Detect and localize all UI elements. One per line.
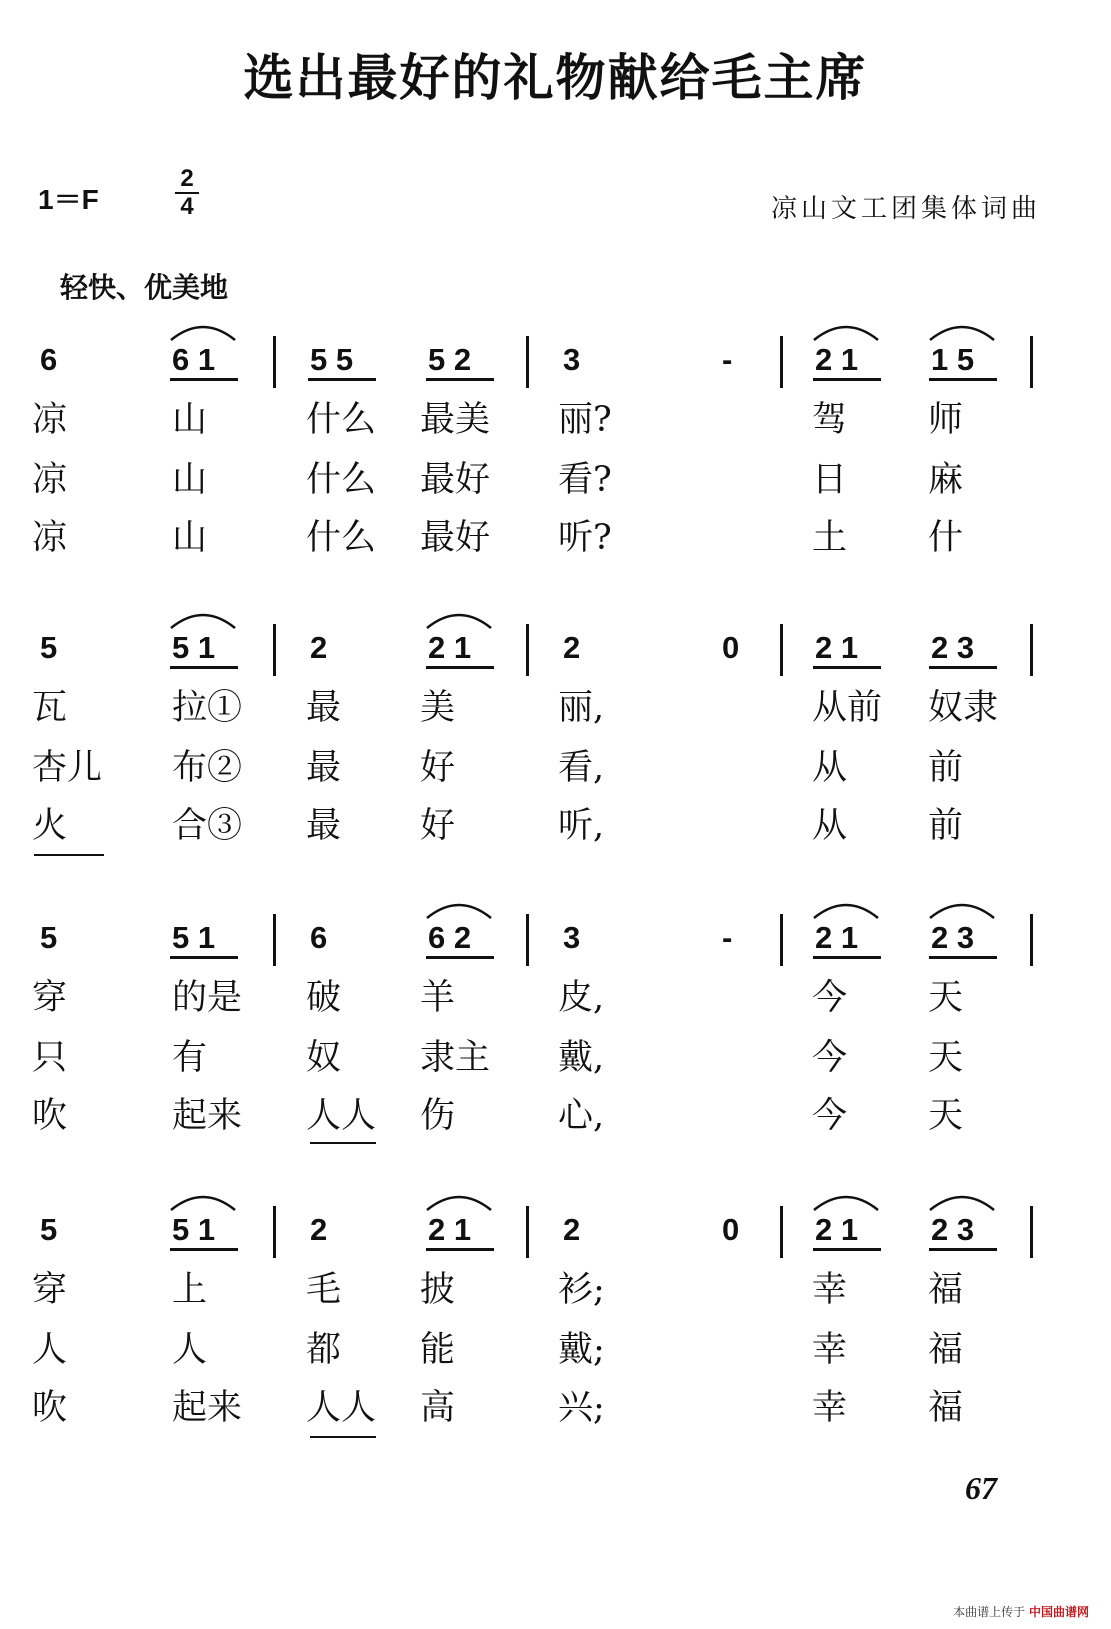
note-group: 6 [310,920,328,955]
lyric-word: 日 [812,460,848,500]
eighth-underline [929,666,997,669]
lyric-word: 的是 [172,978,243,1018]
lyric-word: 前 [928,806,964,846]
barline [273,336,276,388]
lyric-word: 吹 [32,1388,68,1428]
lyric-word: 什 [928,518,964,558]
lyric-word: 师 [928,400,964,440]
lyric-word: 合③ [172,806,243,846]
note-group: 2 3 [931,630,975,665]
eighth-underline [170,1248,238,1251]
eighth-underline [170,956,238,959]
watermark [953,1603,1089,1620]
lyric-word: 皮, [558,978,605,1018]
barline [526,624,529,676]
lyric-word: 破 [306,978,342,1018]
lyric-word: 吹 [32,1096,68,1136]
eighth-underline [426,956,494,959]
lyric-word: 前 [928,748,964,788]
lyric-word: 人人 [306,1388,377,1428]
barline [1030,1206,1033,1258]
note-group: 2 [310,630,328,665]
note-group: 2 [563,630,581,665]
slur [424,1190,494,1212]
note-group: 1 5 [931,342,975,377]
lyric-word: 山 [172,518,208,558]
barline [526,914,529,966]
lyric-word: 最 [306,748,342,788]
eighth-underline [426,1248,494,1251]
eighth-underline [426,378,494,381]
lyric-group-underline [310,1436,376,1438]
lyric-word: 今 [812,978,848,1018]
lyric-word: 起来 [172,1388,243,1428]
slur [927,1190,997,1212]
note-group: 2 1 [815,342,859,377]
note-group: 5 5 [310,342,354,377]
slur [927,898,997,920]
lyric-word: 人 [32,1330,68,1370]
note-group: 6 2 [428,920,472,955]
lyric-word: 凉 [32,460,68,500]
note-group: 3 [563,920,581,955]
lyric-group-underline [34,854,104,856]
lyric-word: 布② [172,748,243,788]
lyric-word: 杏儿 [32,748,103,788]
lyric-word: 天 [928,1096,964,1136]
lyric-word: 戴, [558,1038,605,1078]
note-group: 2 1 [428,1212,472,1247]
slur [927,320,997,342]
note-group: 5 1 [172,630,216,665]
lyric-word: 最美 [420,400,491,440]
lyric-word: 拉① [172,688,243,728]
note-group: 2 [310,1212,328,1247]
lyric-word: 穿 [32,978,68,1018]
barline [780,336,783,388]
lyric-word: 火 [32,806,68,846]
eighth-underline [929,956,997,959]
barline [273,624,276,676]
barline [1030,914,1033,966]
note-group: - [722,920,733,955]
time-signature [172,166,202,220]
note-group: 2 1 [428,630,472,665]
lyric-word: 福 [928,1330,964,1370]
lyric-word: 上 [172,1270,208,1310]
barline [526,1206,529,1258]
note-group: 0 [722,1212,740,1247]
barline [273,914,276,966]
lyric-word: 美 [420,688,456,728]
eighth-underline [813,956,881,959]
note-group: 5 2 [428,342,472,377]
lyric-word: 隶主 [420,1038,491,1078]
lyric-word: 山 [172,400,208,440]
lyric-word: 山 [172,460,208,500]
lyric-word: 起来 [172,1096,243,1136]
lyric-word: 毛 [306,1270,342,1310]
lyric-word: 什么 [306,518,377,558]
lyric-word: 什么 [306,400,377,440]
slur [168,1190,238,1212]
lyric-word: 只 [32,1038,68,1078]
credit-line: 凉山文工团集体词曲 [770,194,1041,224]
lyric-word: 都 [306,1330,342,1370]
meter-top: 2 [180,165,194,192]
eighth-underline [170,666,238,669]
lyric-word: 天 [928,1038,964,1078]
barline [780,1206,783,1258]
note-group: 0 [722,630,740,665]
lyric-word: 丽? [558,400,612,440]
eighth-underline [813,1248,881,1251]
lyric-word: 什么 [306,460,377,500]
lyric-word: 麻 [928,460,964,500]
slur [811,898,881,920]
lyric-word: 最好 [420,518,491,558]
lyric-word: 听? [558,518,612,558]
score-system [0,1190,1111,1465]
lyric-word: 能 [420,1330,456,1370]
lyric-word: 幸 [812,1270,848,1310]
lyric-word: 驾 [812,400,848,440]
eighth-underline [813,378,881,381]
lyric-word: 丽, [558,688,605,728]
score-system [0,898,1111,1173]
lyric-group-underline [310,1142,376,1144]
eighth-underline [426,666,494,669]
note-group: 6 [40,342,58,377]
barline [1030,624,1033,676]
eighth-underline [170,378,238,381]
note-group: 2 1 [815,630,859,665]
note-group: 2 3 [931,920,975,955]
note-group: 5 [40,630,58,665]
lyric-word: 瓦 [32,688,68,728]
slur [424,898,494,920]
note-group: 2 1 [815,920,859,955]
lyric-word: 最好 [420,460,491,500]
lyric-word: 从 [812,748,848,788]
barline [1030,336,1033,388]
note-group: 5 [40,1212,58,1247]
note-group: 2 [563,1212,581,1247]
lyric-word: 奴 [306,1038,342,1078]
slur [811,1190,881,1212]
note-group: 2 1 [815,1212,859,1247]
lyric-word: 衫; [558,1270,605,1310]
lyric-word: 今 [812,1038,848,1078]
note-group: 5 1 [172,920,216,955]
barline [780,624,783,676]
slur [811,320,881,342]
tempo-marking: 轻快、优美地 [60,271,229,304]
lyric-word: 奴隶 [928,688,999,728]
lyric-word: 心, [558,1096,605,1136]
note-group: 6 1 [172,342,216,377]
lyric-word: 好 [420,806,456,846]
lyric-word: 看, [558,748,605,788]
note-group: 5 [40,920,58,955]
watermark-prefix: 本曲谱上传于 [953,1605,1026,1619]
page-number: 67 [965,1470,997,1506]
lyric-word: 兴; [558,1388,605,1428]
note-group: 5 1 [172,1212,216,1247]
eighth-underline [929,1248,997,1251]
lyric-word: 今 [812,1096,848,1136]
eighth-underline [929,378,997,381]
lyric-word: 穿 [32,1270,68,1310]
lyric-word: 最 [306,688,342,728]
lyric-word: 人人 [306,1096,377,1136]
lyric-word: 福 [928,1388,964,1428]
lyric-word: 听, [558,806,605,846]
note-group: - [722,342,733,377]
eighth-underline [813,666,881,669]
lyric-word: 天 [928,978,964,1018]
barline [273,1206,276,1258]
lyric-word: 凉 [32,400,68,440]
lyric-word: 伤 [420,1096,456,1136]
meter-bottom: 4 [180,193,194,220]
slur [168,608,238,630]
lyric-word: 土 [812,518,848,558]
eighth-underline [308,378,376,381]
song-title: 选出最好的礼物献给毛主席 [243,48,868,107]
score-system [0,608,1111,883]
lyric-word: 最 [306,806,342,846]
lyric-word: 幸 [812,1388,848,1428]
score-system [0,320,1111,595]
lyric-word: 幸 [812,1330,848,1370]
key-signature: 1＝F [38,184,99,215]
slur [168,320,238,342]
barline [780,914,783,966]
lyric-word: 高 [420,1388,456,1428]
lyric-word: 看? [558,460,612,500]
lyric-word: 福 [928,1270,964,1310]
watermark-site: 中国曲谱网 [1028,1605,1089,1619]
lyric-word: 从前 [812,688,883,728]
barline [526,336,529,388]
lyric-word: 好 [420,748,456,788]
slur [424,608,494,630]
lyric-word: 羊 [420,978,456,1018]
lyric-word: 凉 [32,518,68,558]
lyric-word: 有 [172,1038,208,1078]
note-group: 2 3 [931,1212,975,1247]
lyric-word: 戴; [558,1330,605,1370]
lyric-word: 人 [172,1330,208,1370]
lyric-word: 从 [812,806,848,846]
note-group: 3 [563,342,581,377]
lyric-word: 披 [420,1270,456,1310]
